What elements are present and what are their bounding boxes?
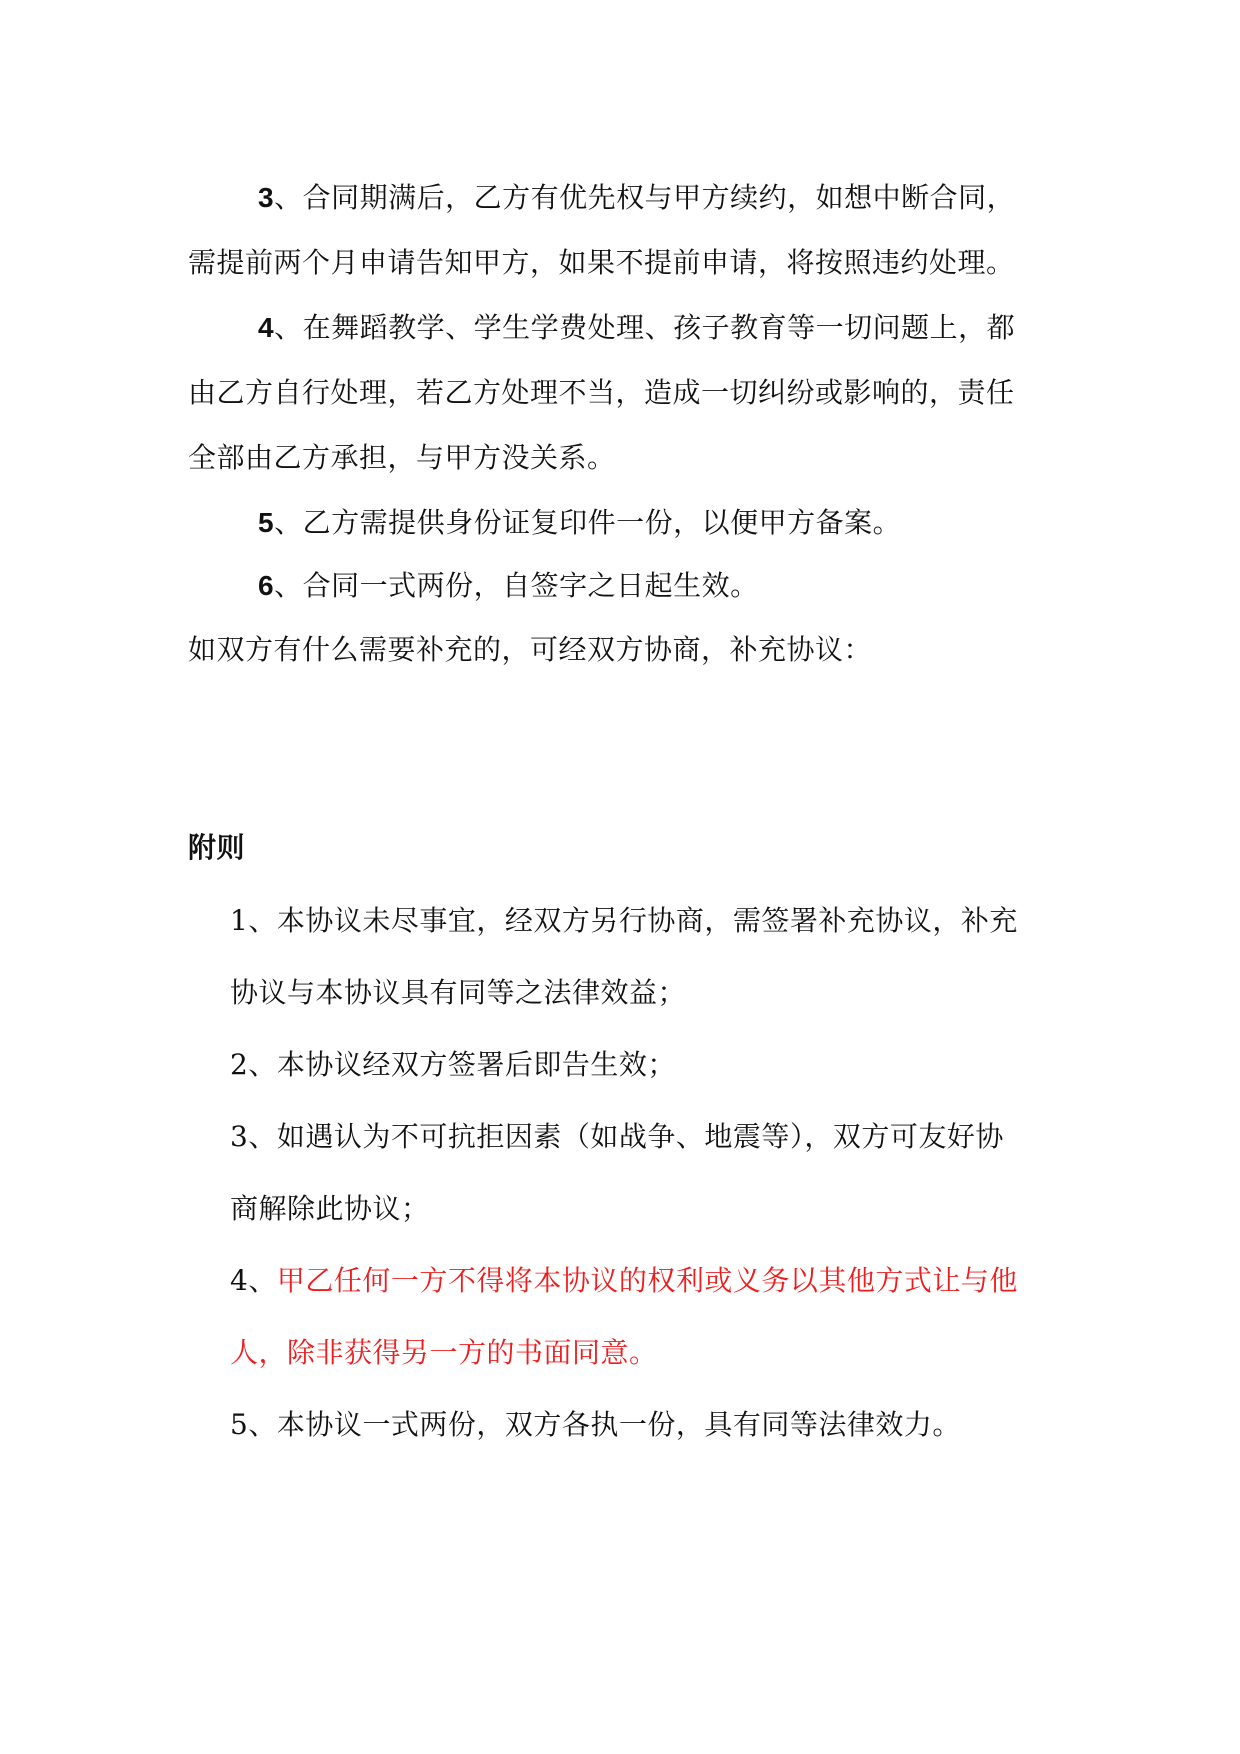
supplement-note: 如双方有什么需要补充的，可经双方协商，补充协议： <box>188 633 873 666</box>
appendix-heading: 附则 <box>188 831 246 864</box>
contract-item-6 <box>258 568 759 604</box>
appendix-item-4-line-2: 人，除非获得另一方的书面同意。 <box>230 1336 658 1369</box>
item-number: 5 <box>258 507 275 538</box>
contract-item-4-line-2: 由乙方自行处理，若乙方处理不当，造成一切纠纷或影响的，责任 <box>188 376 1015 409</box>
appendix-item-1-line-2: 协议与本协议具有同等之法律效益； <box>230 976 687 1009</box>
item-text: 、在舞蹈教学、学生学费处理、孩子教育等一切问题上，都 <box>274 311 1016 344</box>
item-text: 、合同期满后，乙方有优先权与甲方续约，如想中断合同， <box>274 181 1016 214</box>
appendix-item-3-line-2: 商解除此协议； <box>230 1192 430 1225</box>
contract-item-5 <box>258 505 901 541</box>
appendix-item-5: 5、本协议一式两份，双方各执一份，具有同等法律效力。 <box>230 1408 961 1441</box>
appendix-item-3-line-1: 3、如遇认为不可抗拒因素（如战争、地震等），双方可友好协 <box>230 1120 1004 1153</box>
appendix-item-4-line-1 <box>230 1263 1018 1299</box>
contract-item-3-line-2: 需提前两个月申请告知甲方，如果不提前申请，将按照违约处理。 <box>188 246 1015 279</box>
contract-item-4-line-3: 全部由乙方承担，与甲方没关系。 <box>188 441 616 474</box>
item-number: 4、 <box>230 1264 277 1297</box>
item-text: 、合同一式两份，自签字之日起生效。 <box>274 569 759 602</box>
item-number: 6 <box>258 570 275 601</box>
appendix-item-2: 2、本协议经双方签署后即告生效； <box>230 1048 676 1081</box>
contract-item-3-line-1 <box>258 180 1015 216</box>
appendix-item-1-line-1: 1、本协议未尽事宜，经双方另行协商，需签署补充协议，补充 <box>230 904 1018 937</box>
item-number: 3 <box>258 182 275 213</box>
highlighted-text: 甲乙任何一方不得将本协议的权利或义务以其他方式让与他 <box>276 1264 1018 1297</box>
item-number: 4 <box>258 312 275 343</box>
contract-item-4-line-1 <box>258 310 1015 346</box>
item-text: 、乙方需提供身份证复印件一份，以便甲方备案。 <box>274 506 902 539</box>
